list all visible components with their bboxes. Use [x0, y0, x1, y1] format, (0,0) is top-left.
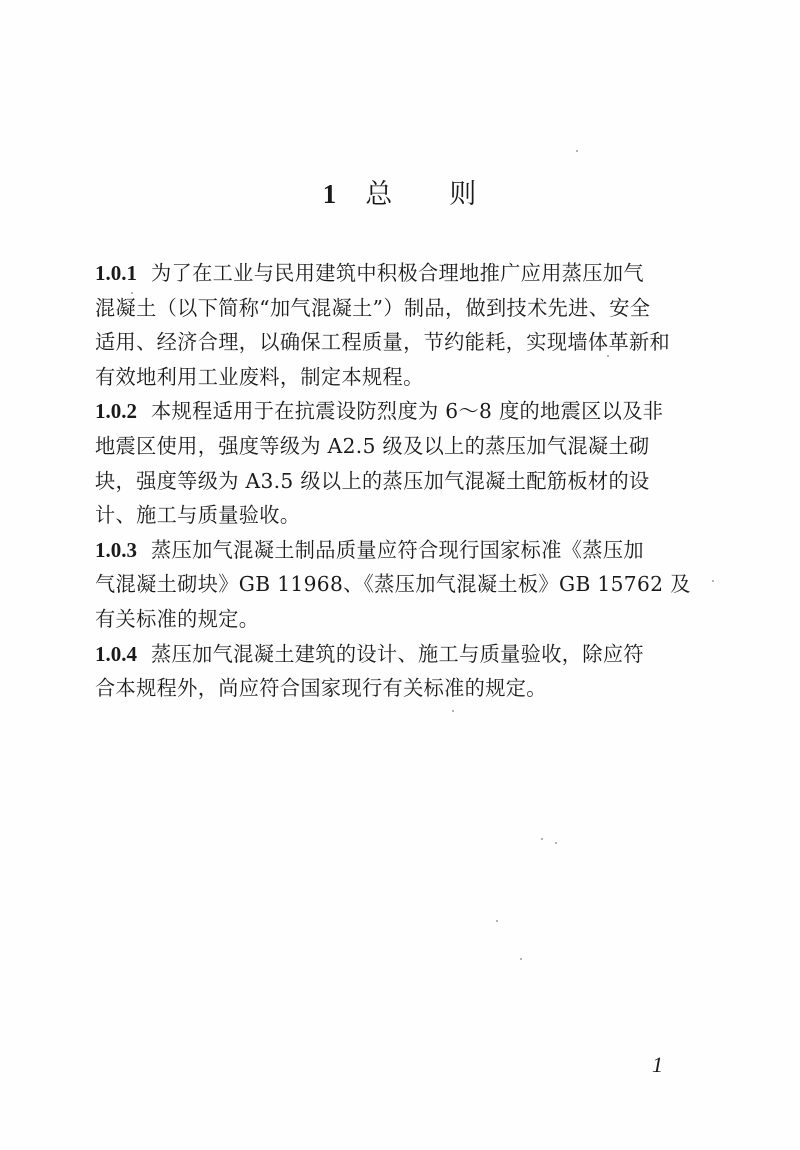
- scan-speck: [520, 958, 522, 960]
- clause-number: 1.0.4: [95, 641, 137, 666]
- clause-line: 合本规程外，尚应符合国家现行有关标准的规定。: [95, 676, 547, 701]
- clause-1-0-4: [95, 637, 695, 706]
- clause-text: 为了在工业与民用建筑中积极合理地推广应用蒸压加气: [151, 261, 644, 285]
- clause-line: 气混凝土砌块》GB 11968、《蒸压加气混凝土板》GB 15762 及: [95, 572, 691, 597]
- chapter-number: 1: [322, 179, 338, 209]
- clause-1-0-1: [95, 256, 695, 394]
- clause-line: 有效地利用工业废料，制定本规程。: [95, 364, 424, 389]
- clause-line: 混凝土（以下简称“加气混凝土”）制品，做到技术先进、安全: [95, 295, 651, 320]
- scan-speck: [607, 355, 609, 357]
- clause-number: 1.0.3: [95, 537, 137, 562]
- scan-speck: [496, 920, 498, 922]
- clause-line: [95, 394, 695, 429]
- scan-speck: [576, 150, 578, 152]
- clause-number: 1.0.2: [95, 399, 137, 424]
- clause-line: [95, 256, 695, 291]
- clause-line: 计、施工与质量验收。: [95, 503, 301, 528]
- clause-line: 块，强度等级为 A3.5 级以上的蒸压加气混凝土配筋板材的设: [95, 468, 650, 493]
- chapter-title-char-1: 总: [365, 179, 394, 210]
- clause-1-0-2: [95, 394, 695, 532]
- clause-line: 适用、经济合理，以确保工程质量，节约能耗，实现墙体革新和: [95, 330, 671, 355]
- clause-line: 有关标准的规定。: [95, 606, 260, 631]
- clause-text: 蒸压加气混凝土制品质量应符合现行国家标准《蒸压加: [151, 537, 644, 562]
- scan-speck: [131, 292, 133, 294]
- page-number: 1: [652, 1052, 663, 1077]
- chapter-title-char-2: 则: [449, 179, 478, 210]
- clause-1-0-3: [95, 533, 695, 637]
- clause-line: [95, 533, 695, 568]
- scan-speck: [555, 842, 557, 844]
- scan-speck: [541, 838, 543, 840]
- clauses-body: [95, 256, 695, 706]
- clause-text: 本规程适用于在抗震设防烈度为 6～8 度的地震区以及非: [151, 399, 664, 424]
- clause-line: [95, 637, 695, 672]
- chapter-title: [0, 172, 800, 211]
- clause-line: 地震区使用，强度等级为 A2.5 级及以上的蒸压加气混凝土砌: [95, 433, 650, 458]
- scan-speck: [712, 580, 714, 582]
- clause-text: 蒸压加气混凝土建筑的设计、施工与质量验收，除应符: [151, 641, 644, 666]
- clause-number: 1.0.1: [95, 261, 137, 285]
- scan-speck: [452, 710, 454, 712]
